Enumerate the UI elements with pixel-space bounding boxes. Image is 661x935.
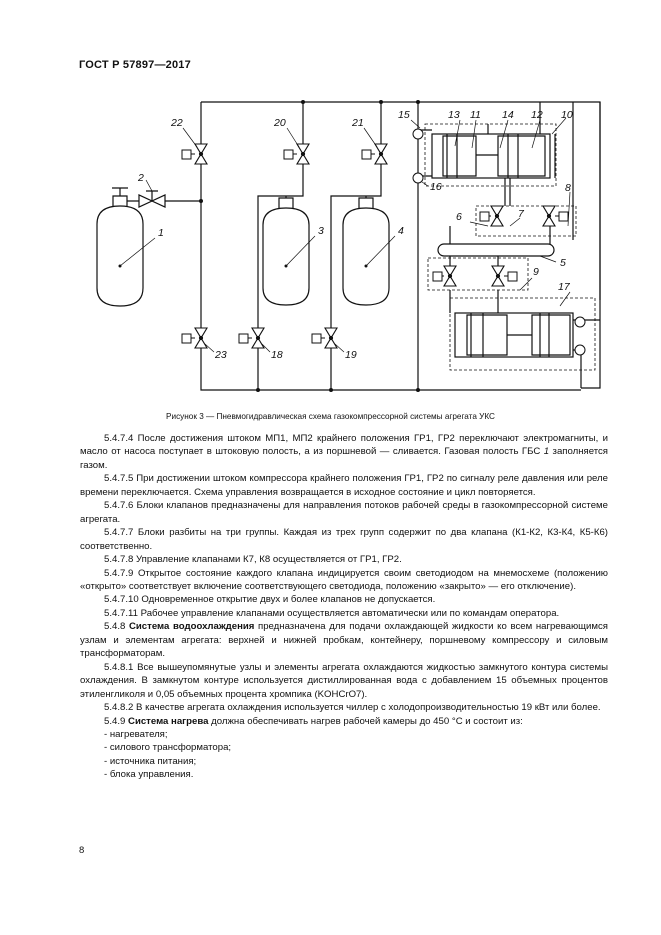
section-title: Система водоохлаждения	[128, 621, 255, 633]
label-16: 16	[430, 181, 442, 193]
label-12: 12	[531, 109, 543, 121]
paragraph: 5.4.7.6 Блоки клапанов предназначены для направления потоков рабочей среды в газокомпрессорной системе агрегата.	[80, 500, 608, 525]
document-header: ГОСТ Р 57897—2017	[79, 59, 191, 71]
document-body	[80, 432, 608, 782]
label-7: 7	[518, 208, 524, 220]
paragraph: 5.4.7.4 После достижения штоком МП1, МП2 крайнего положения ГР1, ГР2 переключают электромагниты, и масло от насоса поступает в штоковую полость, а из поршневой — сливается. Газовая полость ГБС 1 заполняется газом.	[80, 433, 608, 471]
label-6: 6	[456, 211, 462, 223]
paragraph: 5.4.7.7 Блоки разбиты на три группы. Каждая из трех групп содержит по два клапана (К1-К2, К3-К4, К5-К6) соответственно.	[80, 527, 608, 552]
list-item: - источника питания;	[104, 755, 197, 767]
section-title: Система нагрева	[128, 715, 209, 727]
label-5: 5	[560, 257, 566, 269]
label-17: 17	[558, 281, 570, 293]
paragraph: 5.4.7.9 Открытое состояние каждого клапана индицируется своим светодиодом на мнемосхеме (положению «открыто» соответствует включение соответствующего светодиода, положению «закрыто» — его отключение).	[80, 567, 608, 592]
label-19: 19	[345, 349, 357, 361]
paragraph: 5.4.7.8 Управление клапанами К7, К8 осуществляется от ГР1, ГР2.	[104, 554, 402, 566]
list-item: - силового трансформатора;	[104, 742, 232, 754]
label-13: 13	[448, 109, 460, 121]
label-20: 20	[274, 117, 286, 129]
page-number: 8	[79, 845, 85, 856]
label-11: 11	[470, 109, 481, 121]
label-15: 15	[398, 109, 410, 121]
label-9: 9	[533, 266, 539, 278]
paragraph: 5.4.8 Система водоохлаждения предназначена для подачи охлаждающей жидкости ко всем нагревающимся узлам и элементам агрегата: верхней и нижней пробкам, контейнеру, поршневому компрессору и силовым трансформаторам.	[80, 621, 608, 660]
label-8: 8	[565, 182, 571, 194]
paragraph: 5.4.7.5 При достижении штоком компрессора крайнего положения ГР1, ГР2 по сигналу реле давления или реле времени переключается. Схема управления возвращается в исходное состояние и цикл повторяется.	[80, 473, 608, 498]
paragraph: 5.4.8.2 В качестве агрегата охлаждения используется чиллер с холодопроизводительностью 19 кВт или более.	[104, 702, 601, 714]
list-item: - нагревателя;	[104, 728, 168, 740]
label-10: 10	[561, 109, 573, 121]
paragraph: 5.4.7.10 Одновременное открытие двух и более клапанов не допускается.	[104, 594, 436, 606]
paragraph: 5.4.7.11 Рабочее управление клапанами осуществляется автоматически или по командам оператора.	[104, 607, 560, 619]
label-23: 23	[215, 349, 227, 361]
label-18: 18	[271, 349, 283, 361]
label-4: 4	[398, 225, 404, 237]
paragraph: 5.4.8.1 Все вышеупомянутые узлы и элементы агрегата охлаждаются жидкостью замкнутого контура системы охлаждения. В замкнутом контуре используется дистиллированная вода с добавлением 15 объемных процентов этиленгликоля и 0,05 объемных процента хромпика (KОНCrO7).	[80, 661, 608, 700]
label-14: 14	[502, 109, 514, 121]
label-1: 1	[158, 227, 164, 239]
label-2: 2	[138, 172, 144, 184]
paragraph: 5.4.9 Система нагрева должна обеспечивать нагрев рабочей камеры до 450 °С и состоит из:	[104, 715, 523, 727]
pneumohydraulic-diagram	[0, 0, 661, 410]
label-22: 22	[171, 117, 183, 129]
label-21: 21	[352, 117, 364, 129]
label-3: 3	[318, 225, 324, 237]
ref-number: 1	[543, 446, 550, 458]
figure-caption: Рисунок 3 — Пневмогидравлическая схема газокомпрессорной системы агрегата УКС	[166, 412, 495, 421]
list-item: - блока управления.	[104, 769, 194, 781]
